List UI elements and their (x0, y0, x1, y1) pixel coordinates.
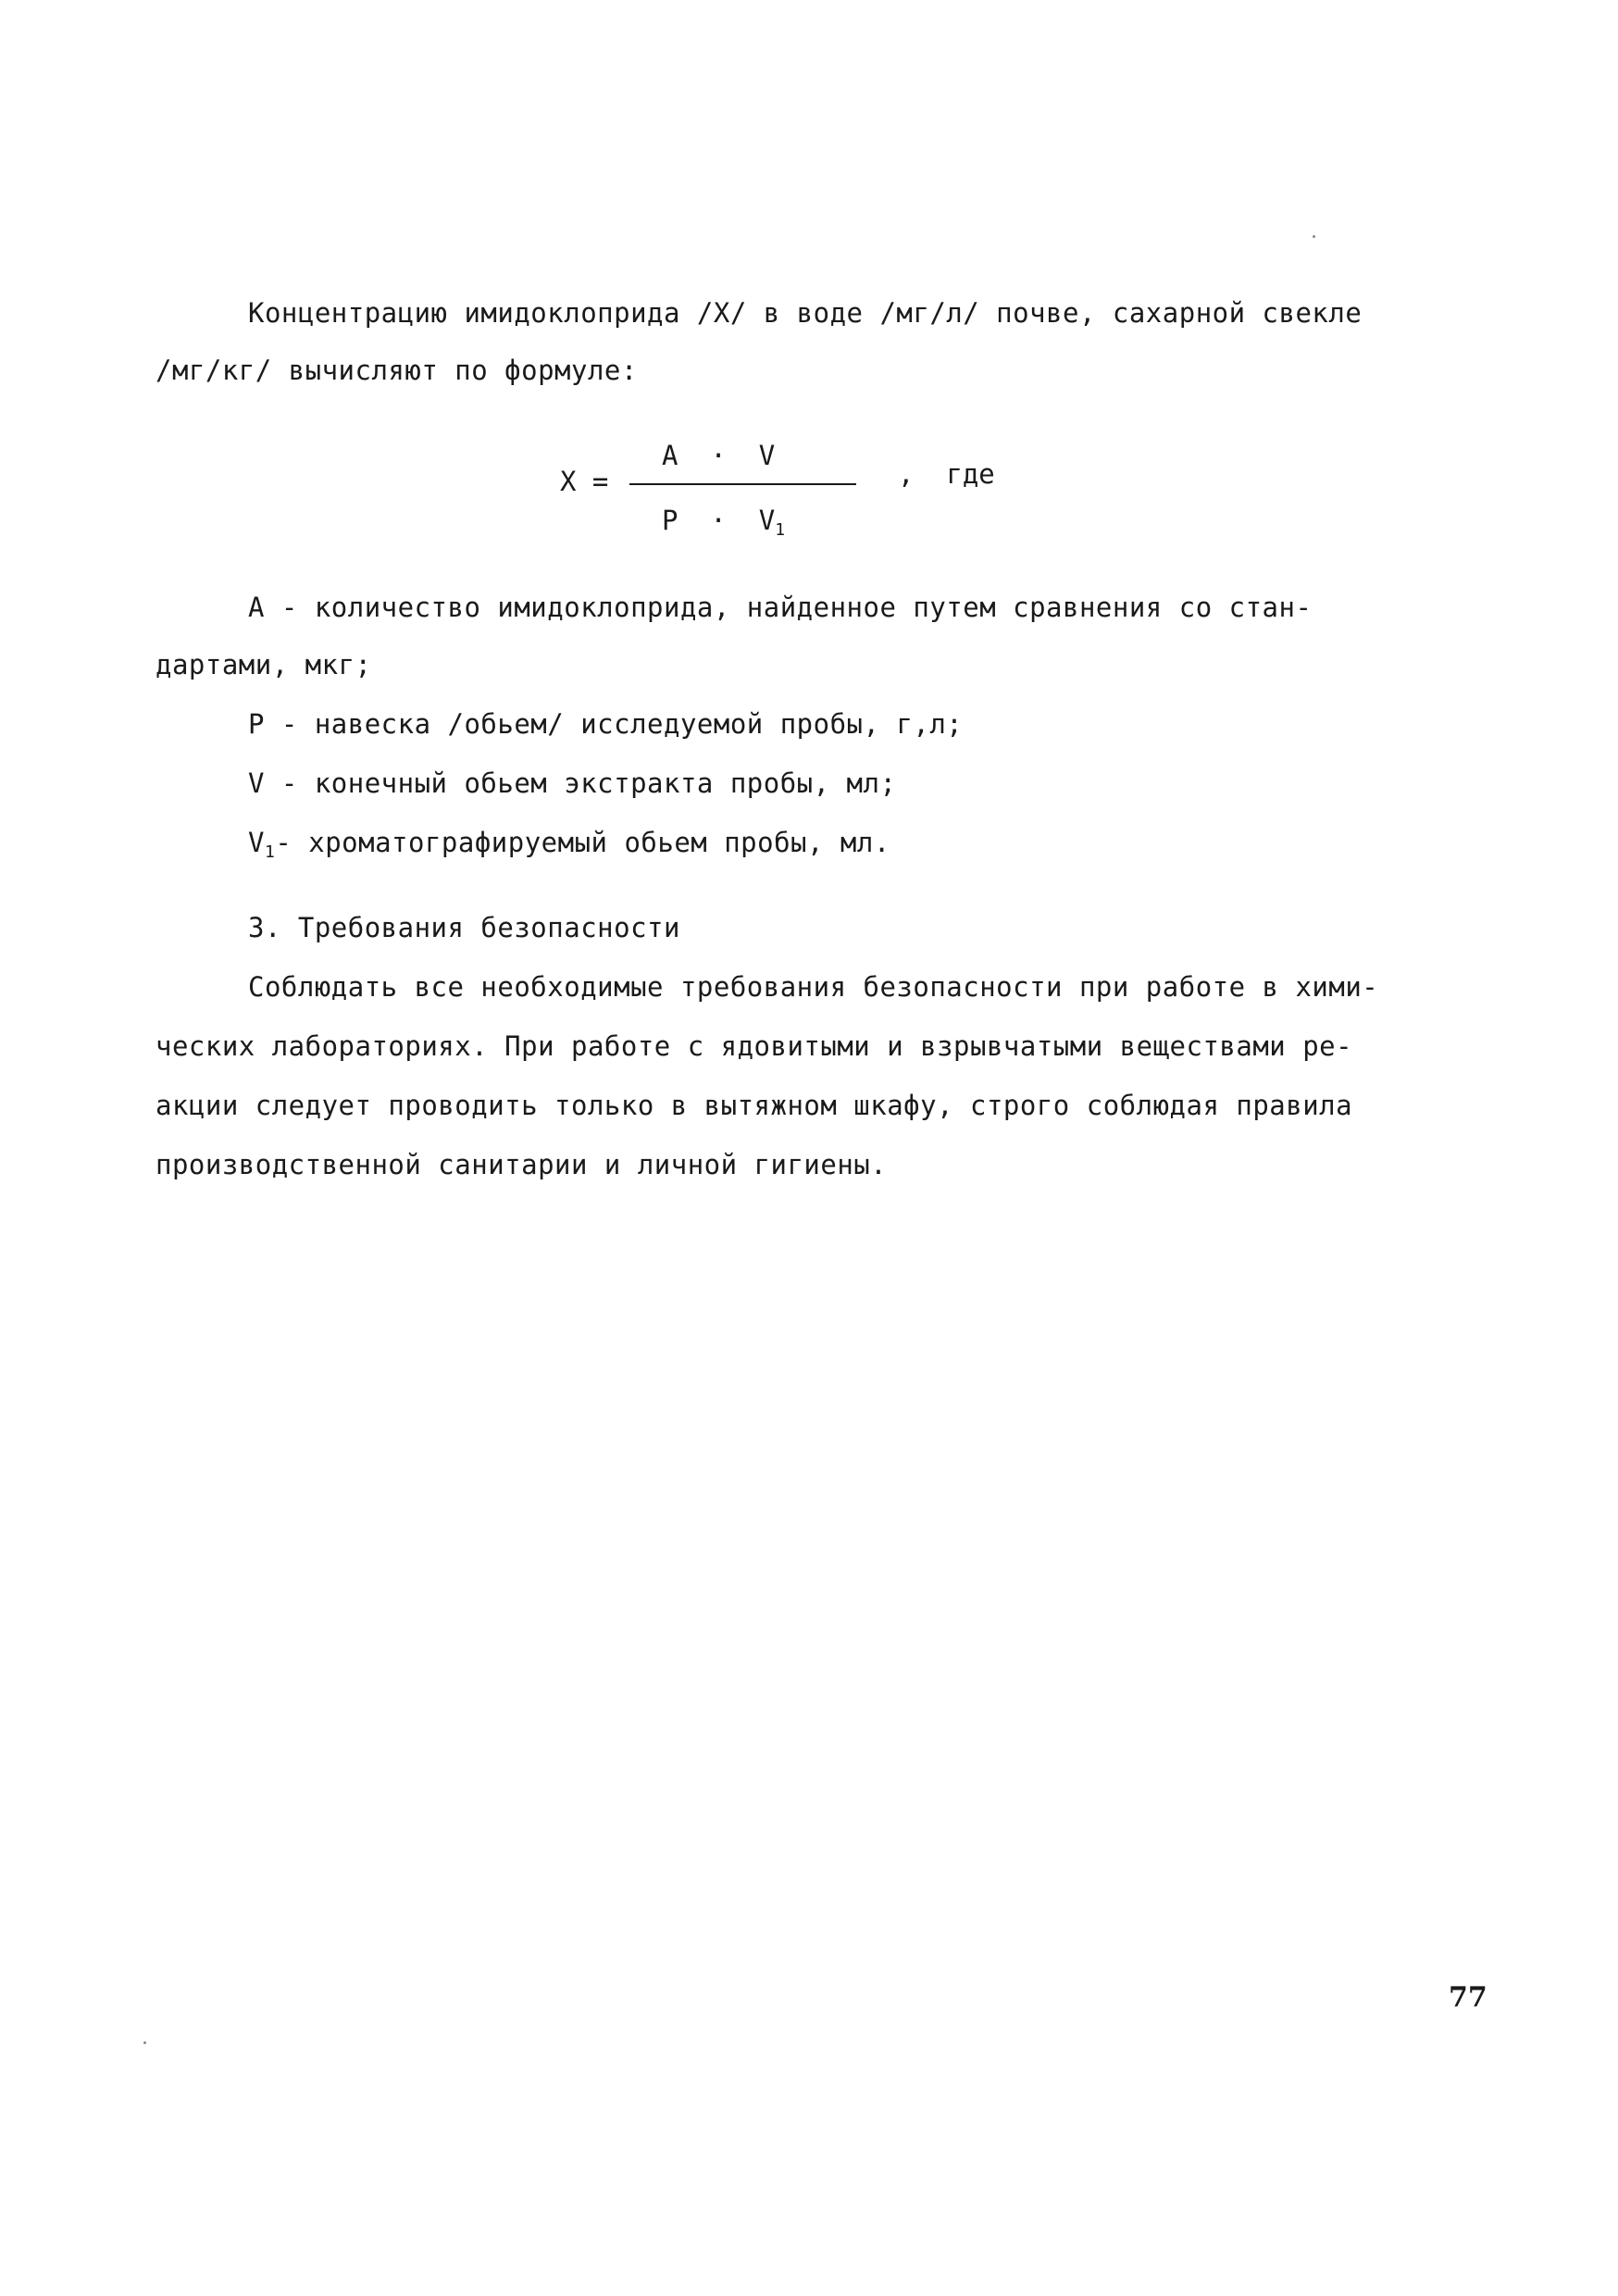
page-number: 77 (1449, 1981, 1487, 2014)
intro-line-1: Концентрацию имидоклоприда /Х/ в воде /мг/л/ почве, сахарной свекле (248, 297, 1363, 329)
definition-v1-text: - хроматографируемый обьем пробы, мл. (275, 827, 890, 858)
formula-denominator-sub: 1 (775, 520, 786, 540)
definition-v1 (248, 824, 890, 871)
formula-where: , где (898, 458, 995, 490)
definition-v: V - конечный обьем экстракта пробы, мл; (248, 767, 897, 799)
formula-denominator (662, 505, 785, 540)
scan-speck (143, 2041, 146, 2044)
fraction-bar (629, 483, 856, 485)
section-paragraph-line-4: производственной санитарии и личной гигиены. (156, 1149, 888, 1180)
definition-a-line-1: А - количество имидоклоприда, найденное путем сравнения со стан- (248, 592, 1313, 623)
definition-a-line-2: дартами, мкг; (156, 649, 372, 680)
definition-v1-symbol: V (248, 827, 265, 858)
scan-speck (1313, 235, 1315, 238)
formula (551, 430, 1032, 560)
definition-v1-sub: 1 (264, 842, 276, 862)
section-paragraph-line-1: Соблюдать все необходимые требования безопасности при работе в хими- (248, 971, 1379, 1003)
section-heading: 3. Требования безопасности (248, 912, 680, 943)
intro-line-2: /мг/кг/ вычисляют по формуле: (156, 355, 638, 386)
section-paragraph-line-3: акции следует проводить только в вытяжном шкафу, строго соблюдая правила (156, 1090, 1353, 1121)
section-paragraph-line-2: ческих лабораториях. При работе с ядовитыми и взрывчатыми веществами ре- (156, 1030, 1353, 1062)
formula-numerator: А · V (662, 440, 776, 471)
definition-p: Р - навеска /обьем/ исследуемой пробы, г,л; (248, 708, 964, 740)
formula-denominator-main: Р · V (662, 505, 776, 536)
formula-lhs: Х = (560, 466, 609, 497)
